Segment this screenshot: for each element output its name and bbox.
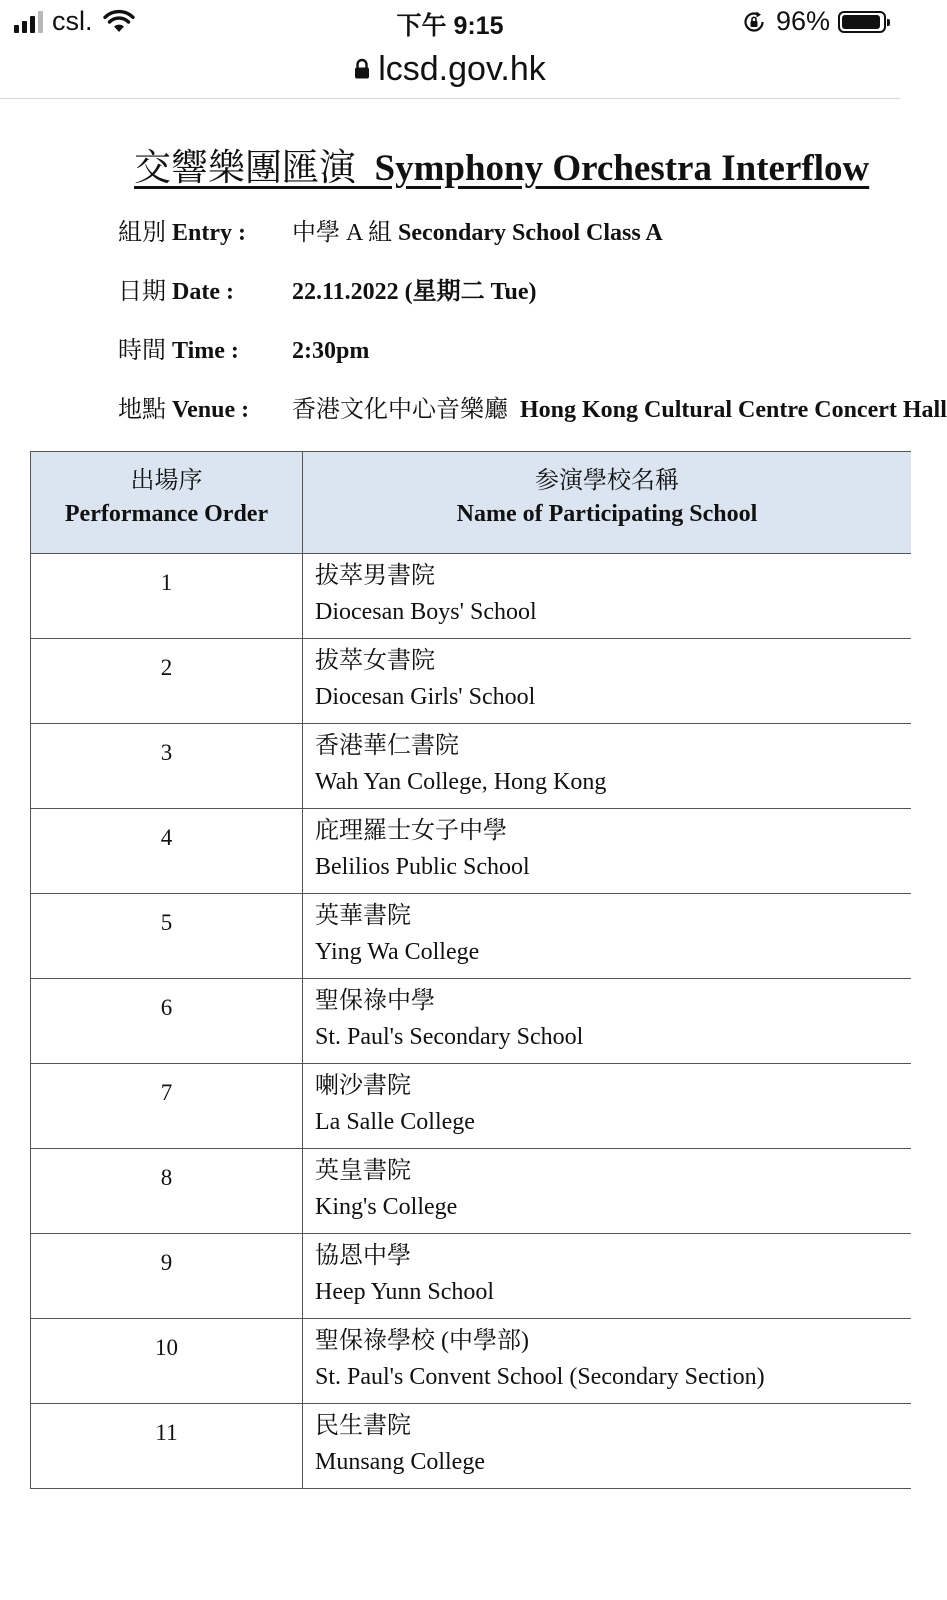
header-school (303, 452, 911, 553)
school-name-zh: 民生書院 (315, 1413, 411, 1439)
order-cell: 3 (31, 724, 303, 808)
header-school-en: Name of Participating School (456, 501, 758, 527)
status-right (742, 6, 886, 37)
header-school-zh: 参演學校名稱 (535, 468, 679, 494)
info-label-zh: 日期 (118, 279, 166, 305)
carrier-name: csl. (52, 6, 93, 36)
order-cell: 5 (31, 894, 303, 978)
school-name-zh: 香港華仁書院 (315, 733, 459, 759)
order-cell: 7 (31, 1064, 303, 1148)
table-row (31, 809, 911, 894)
info-value-en: 22.11.2022 (星期二 Tue) (292, 279, 537, 305)
school-cell (303, 1234, 911, 1318)
school-cell (303, 639, 911, 723)
table-row (31, 639, 911, 724)
school-name-en: Wah Yan College, Hong Kong (315, 769, 607, 795)
battery-percent: 96% (775, 6, 830, 36)
header-order-zh: 出場序 (130, 468, 203, 494)
header-order-en: Performance Order (64, 501, 269, 527)
order-cell: 8 (31, 1149, 303, 1233)
school-name-en: Diocesan Boys' School (315, 599, 537, 625)
school-cell (303, 1064, 911, 1148)
info-label-zh: 時間 (118, 338, 166, 364)
order-cell: 2 (31, 639, 303, 723)
header-order (31, 452, 303, 553)
school-name-en: Diocesan Girls' School (315, 684, 536, 710)
table-row (31, 1319, 911, 1404)
school-name-en: La Salle College (315, 1109, 475, 1135)
table-row (31, 554, 911, 639)
school-cell (303, 1319, 911, 1403)
document-page (0, 99, 947, 1600)
order-cell: 6 (31, 979, 303, 1063)
info-label-en: Venue : (172, 397, 250, 423)
school-cell (303, 1149, 911, 1233)
info-date (118, 271, 536, 306)
school-name-zh: 聖保祿中學 (315, 988, 435, 1014)
school-name-en: St. Paul's Convent School (Secondary Section) (315, 1364, 765, 1390)
info-label-zh: 組別 (118, 220, 166, 246)
table-row (31, 1064, 911, 1149)
school-name-zh: 英華書院 (315, 903, 411, 929)
order-cell: 11 (31, 1404, 303, 1488)
school-name-en: St. Paul's Secondary School (315, 1024, 584, 1050)
battery-icon (838, 11, 886, 33)
school-name-en: Belilios Public School (315, 854, 530, 880)
info-label-en: Time : (172, 338, 239, 364)
info-value-zh: 中學 A 組 (292, 220, 393, 246)
info-venue (118, 389, 947, 424)
school-cell (303, 554, 911, 638)
school-name-en: King's College (315, 1194, 458, 1220)
school-name-en: Ying Wa College (315, 939, 480, 965)
info-label-en: Date : (172, 279, 234, 305)
school-name-zh: 協恩中學 (315, 1243, 411, 1269)
table-body (31, 554, 911, 1489)
info-time (118, 330, 369, 365)
table-row (31, 1404, 911, 1489)
school-name-zh: 拔萃男書院 (315, 563, 435, 589)
school-name-zh: 聖保祿學校 (中學部) (315, 1328, 529, 1354)
url-text: lcsd.gov.hk (378, 49, 546, 88)
school-name-en: Heep Yunn School (315, 1279, 495, 1305)
address-bar[interactable] (0, 40, 900, 99)
school-name-en: Munsang College (315, 1449, 485, 1475)
status-bar (0, 0, 900, 44)
orientation-lock-icon (742, 10, 766, 34)
table-row (31, 979, 911, 1064)
page-title (134, 137, 869, 191)
info-label-zh: 地點 (118, 397, 166, 423)
table-row (31, 1234, 911, 1319)
info-value-en: Secondary School Class A (398, 220, 663, 246)
info-value-en: Hong Kong Cultural Centre Concert Hall (520, 397, 947, 423)
info-value-zh: 香港文化中心音樂廳 (292, 397, 508, 423)
school-name-zh: 拔萃女書院 (315, 648, 435, 674)
padlock-icon (354, 58, 370, 80)
school-name-zh: 庇理羅士女子中學 (315, 818, 507, 844)
school-name-zh: 喇沙書院 (315, 1073, 411, 1099)
table-header-row (31, 452, 911, 554)
order-cell: 4 (31, 809, 303, 893)
table-row (31, 894, 911, 979)
status-time: 下午 9:15 (396, 12, 504, 40)
table-row (31, 1149, 911, 1234)
title-zh: 交響樂團匯演 (134, 148, 356, 189)
school-cell (303, 1404, 911, 1488)
order-cell: 10 (31, 1319, 303, 1403)
title-en: Symphony Orchestra Interflow (374, 148, 870, 189)
info-value-en: 2:30pm (292, 338, 370, 364)
school-cell (303, 809, 911, 893)
school-name-zh: 英皇書院 (315, 1158, 411, 1184)
table-row (31, 724, 911, 809)
order-cell: 9 (31, 1234, 303, 1318)
school-cell (303, 724, 911, 808)
info-label-en: Entry : (172, 220, 246, 246)
order-cell: 1 (31, 554, 303, 638)
schools-table (30, 451, 911, 1489)
school-cell (303, 894, 911, 978)
info-entry (118, 212, 663, 247)
school-cell (303, 979, 911, 1063)
